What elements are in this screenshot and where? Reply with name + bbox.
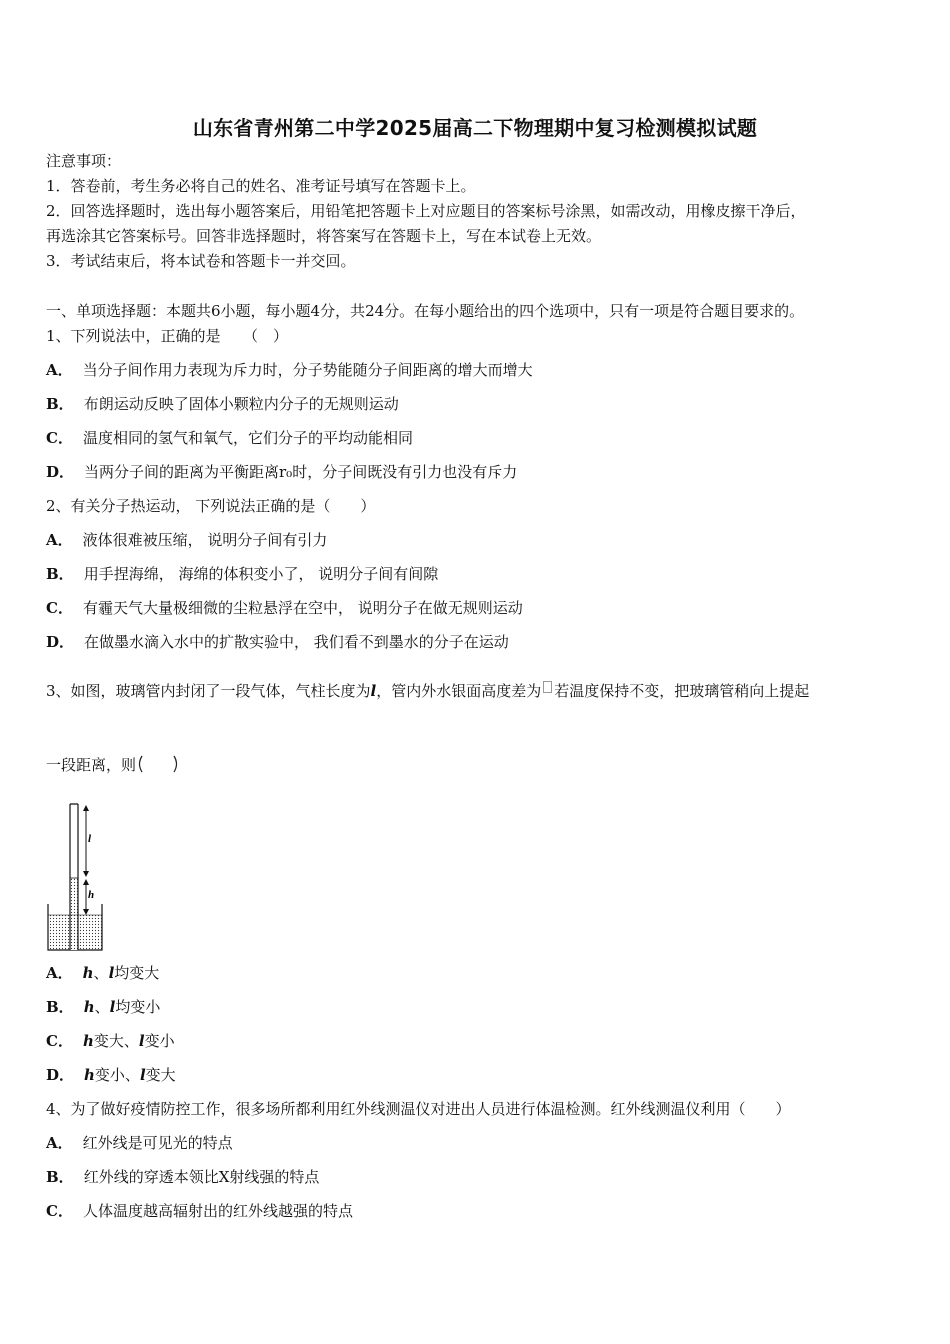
option-tail: 变大 <box>145 1066 176 1084</box>
option-sep: 变大、 <box>93 1032 139 1050</box>
option-tail: 变小 <box>144 1032 175 1050</box>
q3-stem-part-d: 一段距离，则 <box>46 756 137 774</box>
q2-stem: 2、有关分子热运动， 下列说法正确的是（ ） <box>46 497 376 515</box>
option-var-h: h <box>84 1066 95 1084</box>
option-sep: 变小、 <box>94 1066 140 1084</box>
option-text: 当分子间作用力表现为斥力时，分子势能随分子间距离的增大而增大 <box>82 361 533 379</box>
option-letter: D． <box>46 633 75 651</box>
option-sep: 、 <box>93 964 109 982</box>
notice-heading: 注意事项： <box>46 152 122 170</box>
q1-option-d <box>46 462 517 482</box>
arrow-head-icon <box>83 871 89 877</box>
q4-option-c <box>46 1201 353 1221</box>
option-var-h: h <box>82 964 94 982</box>
q3-stem-line2 <box>46 755 180 775</box>
option-text: 有霾天气大量极细微的尘粒悬浮在空中， 说明分子在做无规则运动 <box>82 599 523 617</box>
arrow-head-icon <box>83 805 89 811</box>
q3-option-b <box>46 997 160 1017</box>
q1-stem: 1、下列说法中，正确的是 （ ） <box>46 327 289 345</box>
option-var-l: l <box>108 964 115 982</box>
option-text: 布朗运动反映了固体小颗粒内分子的无规则运动 <box>83 395 399 413</box>
option-text: 人体温度越高辐射出的红外线越强的特点 <box>82 1202 353 1220</box>
option-letter: A． <box>46 1134 73 1152</box>
arrow-head-icon <box>83 879 89 885</box>
answer-paren-icon <box>136 755 180 773</box>
q1-option-c <box>46 428 413 448</box>
option-var-h: h <box>83 998 95 1016</box>
notice-item-2: 2．回答选择题时，选出每小题答案后，用铅笔把答题卡上对应题目的答案标号涂黑，如需改动，用橡皮擦干净后， <box>46 202 806 220</box>
option-letter: B． <box>46 1168 74 1186</box>
option-tail: 均变小 <box>115 998 161 1016</box>
option-text: 红外线的穿透本领比X射线强的特点 <box>83 1168 320 1186</box>
option-text: 当两分子间的距离为平衡距离r₀时，分子间既没有引力也没有斥力 <box>84 463 518 481</box>
glass-tube-diagram <box>46 800 106 952</box>
q3-var-l: l <box>370 682 377 700</box>
option-letter: D． <box>46 463 75 481</box>
option-var-l: l <box>138 1032 145 1050</box>
option-letter: C． <box>46 429 73 447</box>
option-letter: A． <box>46 964 73 982</box>
option-text: 液体很难被压缩， 说明分子间有引力 <box>82 531 328 549</box>
option-letter: B． <box>46 395 74 413</box>
q3-stem-part-a: 3、如图，玻璃管内封闭了一段气体，气柱长度为 <box>46 682 371 700</box>
option-letter: B． <box>46 565 74 583</box>
figure-label-h: h <box>88 889 95 901</box>
formula-placeholder-icon <box>543 681 552 693</box>
section-heading: 一、单项选择题：本题共6小题，每小题4分，共24分。在每小题给出的四个选项中，只有一项是符合题目要求的。 <box>46 302 805 320</box>
q2-option-a <box>46 530 327 550</box>
option-letter: A． <box>46 361 73 379</box>
q2-option-d <box>46 632 509 652</box>
q3-stem-line1 <box>46 681 809 701</box>
page-title: 山东省青州第二中学2025届高二下物理期中复习检测模拟试题 <box>192 116 758 140</box>
option-letter: C． <box>46 1202 73 1220</box>
q2-option-b <box>46 564 438 584</box>
q3-option-c <box>46 1031 175 1051</box>
option-var-h: h <box>82 1032 94 1050</box>
option-text: 温度相同的氢气和氧气，它们分子的平均动能相同 <box>82 429 413 447</box>
q2-option-c <box>46 598 523 618</box>
arrow-head-icon <box>83 909 89 915</box>
q3-stem-part-c: 若温度保持不变，把玻璃管稍向上提起 <box>554 682 810 700</box>
q3-option-d <box>46 1065 176 1085</box>
q4-stem: 4、为了做好疫情防控工作，很多场所都利用红外线测温仪对进出人员进行体温检测。红外线测温仪利用（ ） <box>46 1100 791 1118</box>
option-tail: 均变大 <box>114 964 160 982</box>
q3-option-a <box>46 963 159 983</box>
option-letter: C． <box>46 599 73 617</box>
q4-option-b <box>46 1167 319 1187</box>
option-letter: A． <box>46 531 73 549</box>
q4-option-a <box>46 1133 233 1153</box>
q1-option-a <box>46 360 533 380</box>
notice-item-3: 3．考试结束后，将本试卷和答题卡一并交回。 <box>46 252 356 270</box>
q3-stem-part-b: ，管内外水银面高度差为 <box>376 682 542 700</box>
option-letter: D． <box>46 1066 75 1084</box>
notice-item-1: 1．答卷前，考生务必将自己的姓名、准考证号填写在答题卡上。 <box>46 177 476 195</box>
tube-mercury <box>70 878 78 950</box>
option-var-l: l <box>139 1066 146 1084</box>
option-letter: C． <box>46 1032 73 1050</box>
option-var-l: l <box>109 998 116 1016</box>
option-sep: 、 <box>94 998 110 1016</box>
option-letter: B． <box>46 998 74 1016</box>
figure-label-l: l <box>88 833 92 845</box>
q1-option-b <box>46 394 399 414</box>
option-text: 红外线是可见光的特点 <box>82 1134 233 1152</box>
option-text: 在做墨水滴入水中的扩散实验中， 我们看不到墨水的分子在运动 <box>84 633 509 651</box>
option-text: 用手捏海绵， 海绵的体积变小了， 说明分子间有间隙 <box>83 565 439 583</box>
notice-item-2-cont: 再选涂其它答案标号。回答非选择题时，将答案写在答题卡上，写在本试卷上无效。 <box>46 227 602 245</box>
